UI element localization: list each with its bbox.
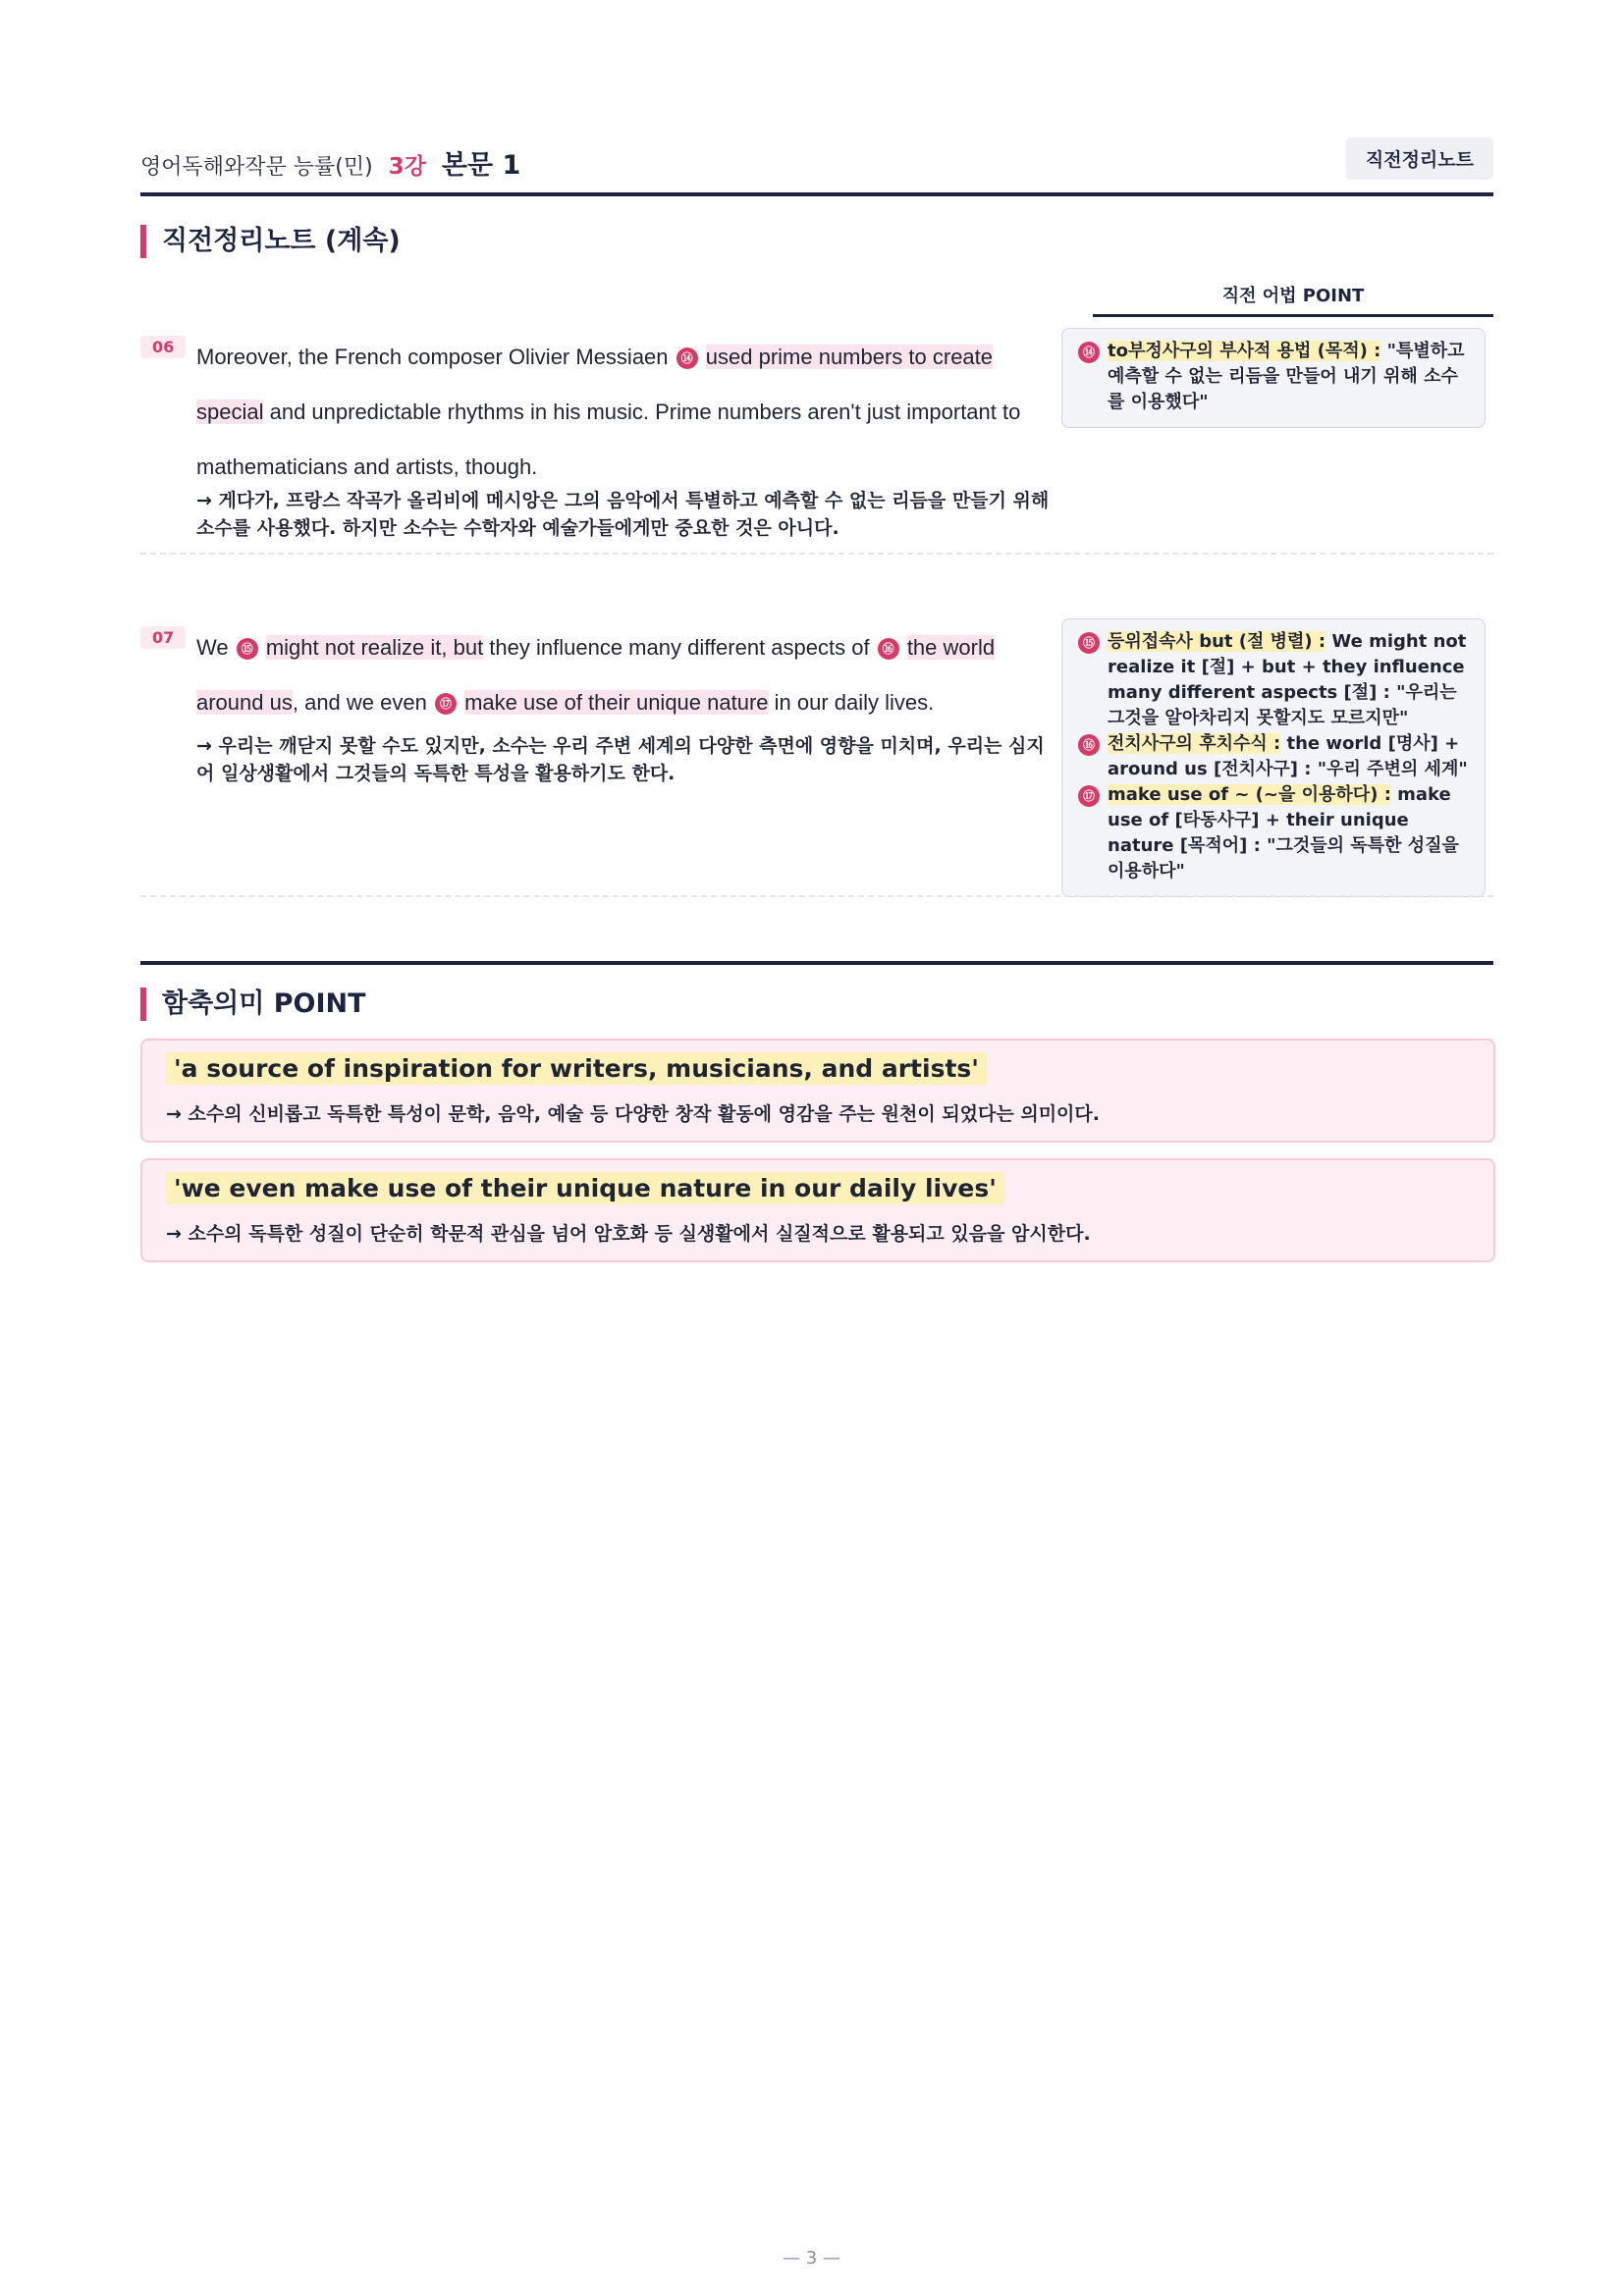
marker-17: ⑰	[435, 693, 457, 715]
highlight-17: make use of their unique nature	[464, 690, 769, 715]
header-tag: 직전정리노트	[1346, 137, 1493, 180]
marker-14: ⑭	[1078, 342, 1100, 363]
implication-explanation: → 소수의 독특한 성질이 단순히 학문적 관심을 넘어 암호화 등 실생활에서 실질적으로 활용되고 있음을 암시한다.	[166, 1223, 1091, 1245]
sentence-number-06: 06	[140, 336, 186, 358]
sentence-text: and unpredictable rhythms in his music. Prime numbers aren't just important to mathematicians and artists, though.	[196, 400, 1021, 479]
implication-explanation: → 소수의 신비롭고 독특한 특성이 문학, 음악, 예술 등 다양한 창작 활동에 영감을 주는 원천이 되었다는 의미이다.	[166, 1103, 1100, 1125]
grammar-key: make use of ~ (~을 이용하다) :	[1108, 784, 1391, 805]
dashed-divider	[140, 895, 1493, 897]
header-divider	[140, 192, 1493, 196]
sentence-text: , and we even	[292, 690, 433, 715]
grammar-explanation: We might not realize it [절] + but + they influence many different aspects [절] : "우리는 그것을 알아차리지 못할지도 모르지만"	[1108, 631, 1467, 728]
marker-14: ⑭	[676, 347, 698, 369]
marker-17: ⑰	[1078, 785, 1100, 807]
implication-quote: 'a source of inspiration for writers, musicians, and artists'	[166, 1052, 987, 1085]
highlight-14: used prime numbers to create	[705, 345, 994, 369]
sentence-07	[196, 620, 1055, 730]
implication-quote: 'we even make use of their unique nature in our daily lives'	[166, 1172, 1004, 1204]
implication-box-1	[140, 1039, 1495, 1143]
sentence-text: they influence many different aspects of	[483, 635, 876, 660]
grammar-key: to부정사구의 부사적 용법 (목적) :	[1108, 341, 1381, 361]
grammar-box-07	[1061, 618, 1486, 897]
grammar-item-15	[1078, 629, 1469, 731]
marker-15: ⑮	[1078, 632, 1100, 654]
translation-07: → 우리는 깨닫지 못할 수도 있지만, 소수는 우리 주변 세계의 다양한 측면에 영향을 미치며, 우리는 심지어 일상생활에서 그것들의 독특한 특성을 활용하기도 한다.	[196, 735, 1045, 784]
page-number: — 3 —	[783, 2248, 840, 2269]
section-divider	[140, 961, 1493, 965]
course-name: 영어독해와작문 능률(민)	[140, 155, 373, 180]
grammar-point-underline	[1093, 314, 1493, 317]
document-title: 본문 1	[441, 150, 521, 181]
sentence-06	[196, 330, 1055, 495]
translation-06: → 게다가, 프랑스 작곡가 올리비에 메시앙은 그의 음악에서 특별하고 예측할 수 없는 리듬을 만들기 위해 소수를 사용했다. 하지만 소수는 수학자와 예술가들에게만 중요한 것은 아니다.	[196, 490, 1050, 539]
implication-box-2	[140, 1158, 1495, 1262]
marker-16: ⑯	[878, 638, 899, 660]
marker-16: ⑯	[1078, 734, 1100, 756]
sentence-text: We	[196, 635, 235, 660]
highlight-16: the world	[906, 635, 996, 660]
highlight-14-cont: special	[196, 400, 264, 424]
header-title-group	[140, 143, 520, 182]
grammar-key: 등위접속사 but (절 병렬) :	[1108, 631, 1326, 652]
sentence-number-07: 07	[140, 626, 186, 649]
section-title-implication: 함축의미 POINT	[140, 988, 366, 1021]
grammar-item-17	[1078, 782, 1469, 884]
grammar-item-14	[1078, 339, 1469, 415]
grammar-explanation: make use of [타동사구] + their unique nature [목적어] : "그것들의 독특한 성질을 이용하다"	[1108, 784, 1459, 881]
grammar-explanation: the world [명사] + around us [전치사구] : "우리 주변의 세계"	[1108, 733, 1468, 779]
grammar-point-heading: 직전 어법 POINT	[1221, 286, 1365, 306]
grammar-box-06	[1061, 328, 1486, 428]
sentence-text: Moreover, the French composer Olivier Messiaen	[196, 345, 675, 369]
sentence-text: in our daily lives.	[768, 690, 935, 715]
highlight-16-cont: around us	[196, 690, 293, 715]
grammar-item-16	[1078, 731, 1469, 782]
dashed-divider	[140, 553, 1493, 555]
lesson-number: 3강	[388, 154, 426, 180]
grammar-explanation: "특별하고 예측할 수 없는 리듬을 만들어 내기 위해 소수를 이용했다"	[1108, 341, 1465, 412]
marker-15: ⑮	[237, 638, 258, 660]
section-title-notes: 직전정리노트 (계속)	[140, 225, 401, 258]
highlight-15: might not realize it, but	[265, 635, 484, 660]
page-header	[140, 135, 1493, 194]
grammar-key: 전치사구의 후치수식 :	[1108, 733, 1281, 754]
